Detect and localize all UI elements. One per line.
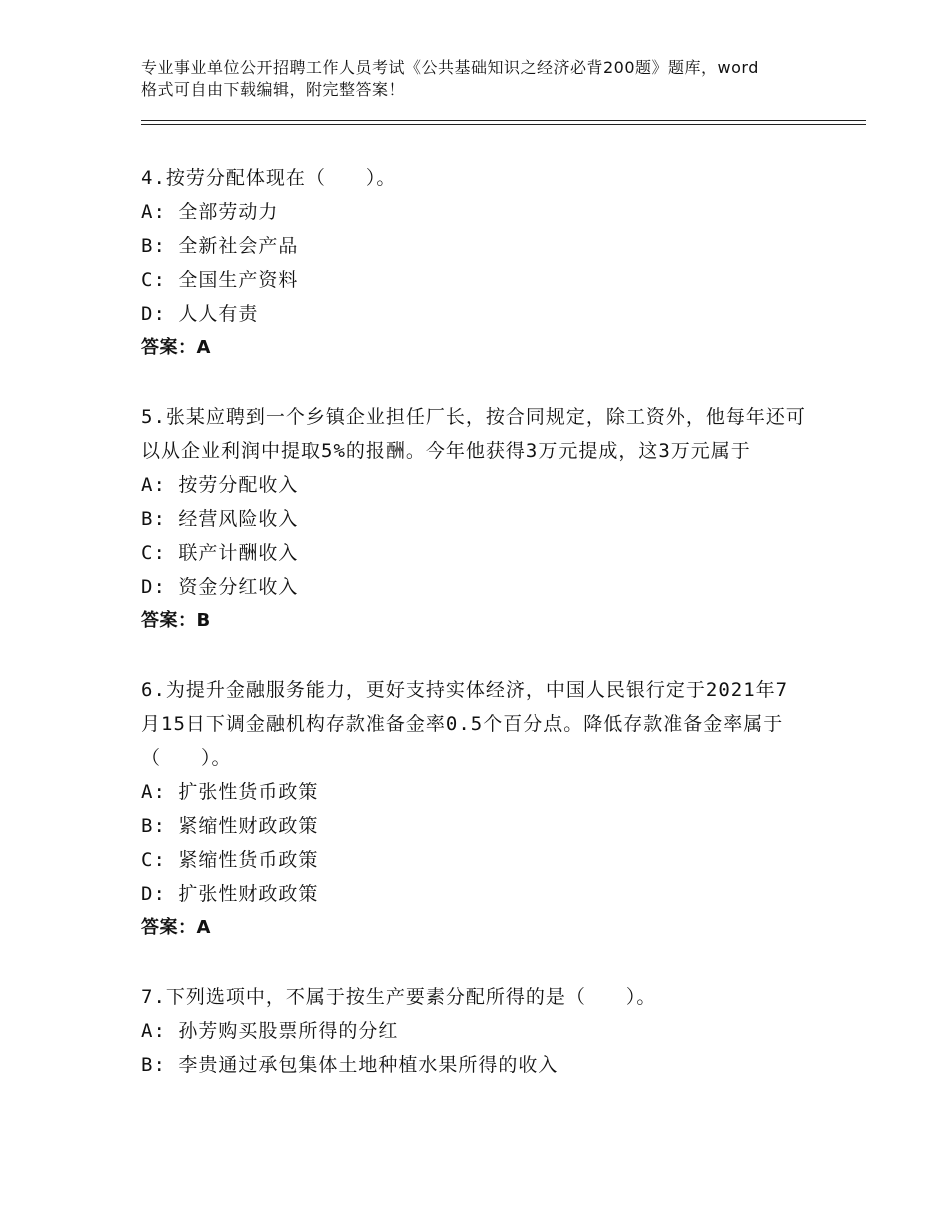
- answer-label: 答案：A: [141, 917, 211, 938]
- header-divider-bottom: [141, 124, 866, 125]
- option-a: A: 全部劳动力: [141, 201, 279, 223]
- option-c: C: 紧缩性货币政策: [141, 849, 319, 871]
- question-7: [141, 980, 806, 1082]
- option-d: D: 人人有责: [141, 303, 259, 325]
- question-4: [141, 161, 806, 365]
- question-stem: 4.按劳分配体现在（ ）。: [141, 167, 397, 189]
- document-header: 专业事业单位公开招聘工作人员考试《公共基础知识之经济必背200题》题库，word格式可自由下载编辑，附完整答案！: [141, 58, 759, 99]
- answer-label: 答案：B: [141, 610, 211, 631]
- question-stem: 7.下列选项中，不属于按生产要素分配所得的是（ ）。: [141, 986, 657, 1008]
- option-d: D: 资金分红收入: [141, 576, 299, 598]
- option-b: B: 经营风险收入: [141, 508, 299, 530]
- question-6: [141, 673, 806, 945]
- option-a: A: 孙芳购买股票所得的分红: [141, 1020, 399, 1042]
- question-stem: 6.为提升金融服务能力，更好支持实体经济，中国人民银行定于2021年7月15日下调金融机构存款准备金率0.5个百分点。降低存款准备金率属于（ ）。: [141, 679, 789, 769]
- option-b: B: 紧缩性财政政策: [141, 815, 319, 837]
- question-list: [141, 161, 806, 1117]
- option-d: D: 扩张性财政政策: [141, 883, 319, 905]
- option-a: A: 按劳分配收入: [141, 474, 299, 496]
- header-divider-top: [141, 120, 866, 121]
- question-5: [141, 400, 806, 638]
- option-a: A: 扩张性货币政策: [141, 781, 319, 803]
- option-c: C: 联产计酬收入: [141, 542, 299, 564]
- answer-label: 答案：A: [141, 337, 211, 358]
- question-stem: 5.张某应聘到一个乡镇企业担任厂长，按合同规定，除工资外，他每年还可以从企业利润中提取5%的报酬。今年他获得3万元提成，这3万元属于: [141, 406, 806, 462]
- option-b: B: 全新社会产品: [141, 235, 299, 257]
- option-b: B: 李贵通过承包集体土地种植水果所得的收入: [141, 1054, 559, 1076]
- option-c: C: 全国生产资料: [141, 269, 299, 291]
